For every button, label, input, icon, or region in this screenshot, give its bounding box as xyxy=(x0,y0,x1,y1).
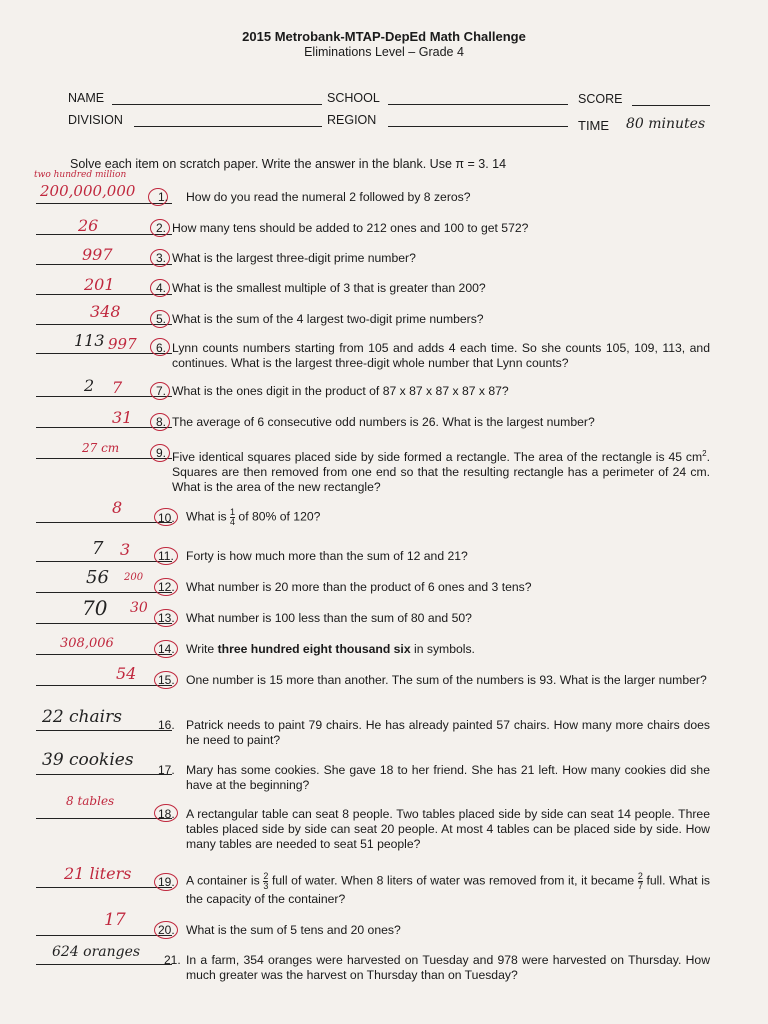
handwritten-answer: 31 xyxy=(112,408,133,427)
question-text: A rectangular table can seat 8 people. Two tables placed side by side can seat 14 people. Three tables placed side by side can seat 20 people. At most 4 tables can be placed side by side. How many tables are needed to seat 51 people? xyxy=(186,807,710,851)
handwritten-answer: 8 tables xyxy=(66,794,115,808)
handwritten-answer: 39 cookies xyxy=(42,750,134,770)
question-text: What is $\frac{1}{4}$ of 80% of 120? xyxy=(186,507,321,527)
question-number: 7. xyxy=(156,384,167,398)
page-title: 2015 Metrobank-MTAP-DepEd Math Challenge xyxy=(242,29,526,44)
handwritten-answer: 348 xyxy=(90,302,121,321)
crossed-out-answer: 113 xyxy=(74,331,105,350)
answer-blank[interactable] xyxy=(36,818,172,819)
handwritten-answer: 22 chairs xyxy=(42,707,122,727)
handwritten-answer: 997 xyxy=(82,245,113,264)
question-text: What is the sum of the 4 largest two-digit prime numbers? xyxy=(172,312,484,326)
answer-blank[interactable] xyxy=(36,685,172,686)
question-text: What number is 20 more than the product of 6 ones and 3 tens? xyxy=(186,580,532,594)
question-number: 17. xyxy=(158,763,175,777)
handwritten-answer: 7 xyxy=(112,378,123,397)
question-item-16 xyxy=(0,709,768,749)
question-number: 5. xyxy=(156,312,167,326)
handwritten-answer: 8 xyxy=(112,498,123,517)
handwritten-answer: 56 xyxy=(86,567,109,588)
question-text: A container is $\frac{2}{3}$ full of water. When 8 liters of water was removed from it, it became $\frac{2}{7}$ full. What is the capacity of the container? xyxy=(186,871,710,906)
handwritten-answer: 17 xyxy=(104,910,126,930)
question-text: One number is 15 more than another. The sum of the numbers is 93. What is the larger number? xyxy=(186,673,707,687)
question-number: 10. xyxy=(158,511,175,525)
answer-blank[interactable] xyxy=(36,522,172,523)
question-number: 6. xyxy=(156,341,167,355)
page-subtitle: Eliminations Level – Grade 4 xyxy=(304,45,464,59)
question-text: What is the ones digit in the product of 87 x 87 x 87 x 87 x 87? xyxy=(172,384,509,398)
handwritten-answer: 308,006 xyxy=(60,636,114,651)
question-text: Patrick needs to paint 79 chairs. He has already painted 57 chairs. How many more chairs does he need to paint? xyxy=(186,718,710,747)
question-number: 13. xyxy=(158,611,175,625)
fraction: $\frac{2}{7}$ xyxy=(637,871,643,891)
instructions: Solve each item on scratch paper. Write the answer in the blank. Use π = 3. 14 xyxy=(70,157,507,171)
question-number: 21. xyxy=(164,953,181,967)
question-text: What is the smallest multiple of 3 that is greater than 200? xyxy=(172,281,486,295)
school-field[interactable] xyxy=(388,104,568,105)
name-field[interactable] xyxy=(112,104,322,105)
question-number: 8. xyxy=(156,415,167,429)
handwritten-answer: 200,000,000 xyxy=(40,182,136,200)
question-number: 3. xyxy=(156,251,167,265)
question-number: 4. xyxy=(156,281,167,295)
question-number: 19. xyxy=(158,875,175,889)
question-item-17 xyxy=(0,750,768,794)
answer-blank[interactable] xyxy=(36,264,172,265)
division-label: DIVISION xyxy=(68,113,123,127)
name-label: NAME xyxy=(68,91,105,105)
question-number: 20. xyxy=(158,923,175,937)
question-item-9 xyxy=(0,438,768,495)
crossed-out-answer: 7 xyxy=(92,538,104,559)
question-number: 12. xyxy=(158,580,175,594)
fraction: $\frac{2}{3}$ xyxy=(263,871,269,891)
question-number: 18. xyxy=(158,807,175,821)
question-text: Lynn counts numbers starting from 105 and adds 4 each time. So she counts 105, 109, 113, and continues. What is the largest three-digit whole number that Lynn counts? xyxy=(172,341,710,370)
score-label: SCORE xyxy=(578,92,623,106)
question-text: What number is 100 less than the sum of 80 and 50? xyxy=(186,611,472,625)
question-item-18 xyxy=(0,794,768,851)
answer-blank[interactable] xyxy=(36,935,172,936)
question-number: 1. xyxy=(158,190,169,204)
question-item-6 xyxy=(0,333,768,373)
answer-blank[interactable] xyxy=(36,623,172,624)
question-number: 16. xyxy=(158,718,175,732)
question-text: How many tens should be added to 212 ones and 100 to get 572? xyxy=(172,221,529,235)
handwritten-answer: 201 xyxy=(84,275,115,294)
question-text: What is the largest three-digit prime number? xyxy=(172,251,416,265)
answer-blank[interactable] xyxy=(36,774,172,775)
question-number: 11. xyxy=(158,549,174,563)
answer-blank[interactable] xyxy=(36,654,172,655)
division-field[interactable] xyxy=(134,126,322,127)
handwritten-note: 30 xyxy=(130,600,148,616)
answer-blank[interactable] xyxy=(36,234,172,235)
handwritten-answer: 3 xyxy=(120,540,131,559)
question-text: Write three hundred eight thousand six in symbols. xyxy=(186,642,475,656)
question-item-21 xyxy=(0,944,768,984)
question-text: What is the sum of 5 tens and 20 ones? xyxy=(186,923,401,937)
question-text: Forty is how much more than the sum of 12 and 21? xyxy=(186,549,468,563)
question-number: 2. xyxy=(156,221,167,235)
question-text: In a farm, 354 oranges were harvested on Tuesday and 978 were harvested on Thursday. How much greater was the harvest on Thursday than on Tuesday? xyxy=(186,953,710,982)
answer-blank[interactable] xyxy=(36,730,172,731)
handwritten-answer: 54 xyxy=(116,664,137,683)
handwritten-answer: 70 xyxy=(82,596,108,620)
handwritten-answer: 624 oranges xyxy=(52,944,141,960)
handwritten-note: 200 xyxy=(124,572,144,583)
question-text: How do you read the numeral 2 followed by 8 zeros? xyxy=(186,190,471,204)
fraction: $\frac{1}{4}$ xyxy=(230,507,236,527)
answer-blank[interactable] xyxy=(36,887,172,888)
handwritten-answer: 27 cm xyxy=(82,441,120,455)
handwritten-answer: 997 xyxy=(108,335,137,353)
question-number: 15. xyxy=(158,673,175,687)
question-item-10 xyxy=(0,498,768,542)
crossed-out-answer: 2 xyxy=(84,376,95,395)
question-text: The average of 6 consecutive odd numbers is 26. What is the largest number? xyxy=(172,415,595,429)
answer-blank[interactable] xyxy=(36,964,172,965)
region-label: REGION xyxy=(327,113,377,127)
answer-blank[interactable] xyxy=(36,561,172,562)
score-field[interactable] xyxy=(632,105,710,106)
time-value: 80 minutes xyxy=(626,116,706,132)
handwritten-answer: 26 xyxy=(78,216,99,235)
question-text: Mary has some cookies. She gave 18 to her friend. She has 21 left. How many cookies did she have at the beginning? xyxy=(186,763,710,792)
question-number: 14. xyxy=(158,642,175,656)
question-item-15 xyxy=(0,664,768,704)
answer-blank[interactable] xyxy=(36,592,172,593)
annotation-note: two hundred million xyxy=(34,170,127,180)
question-number: 9. xyxy=(156,446,167,460)
question-text: Five identical squares placed side by side formed a rectangle. The area of the rectangle is 45 $cm^2$. Squares are then removed from one end so that the resulting rectangle has a perimeter of 24 cm. What is the area of the new rectangle? xyxy=(172,449,710,495)
answer-blank[interactable] xyxy=(36,353,172,354)
school-label: SCHOOL xyxy=(327,91,380,105)
question-item-19 xyxy=(0,866,768,906)
region-field[interactable] xyxy=(388,126,568,127)
handwritten-answer: 21 liters xyxy=(64,864,132,883)
answer-blank[interactable] xyxy=(36,294,172,295)
time-label: TIME xyxy=(578,118,610,133)
